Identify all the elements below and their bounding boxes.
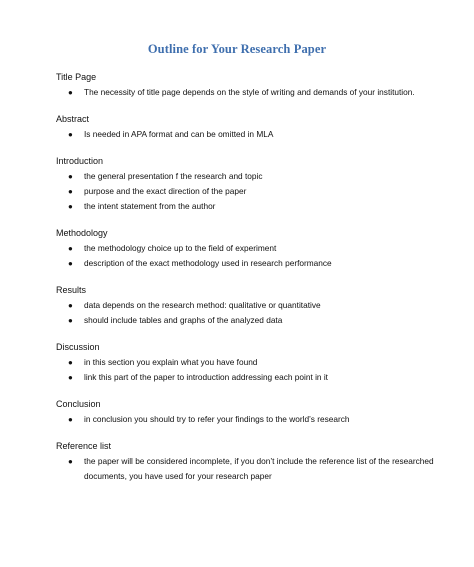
list-item <box>56 199 456 214</box>
bullet-icon: ● <box>68 358 73 367</box>
section-introduction <box>56 154 456 214</box>
section-methodology <box>56 226 456 271</box>
bullet-icon: ● <box>68 130 73 139</box>
bullet-list <box>56 169 456 214</box>
list-item-text: should include tables and graphs of the analyzed data <box>84 315 283 325</box>
section-heading: Reference list <box>56 441 112 451</box>
list-item-text: link this part of the paper to introduction addressing each point in it <box>84 372 328 382</box>
bullet-icon: ● <box>68 88 73 97</box>
list-item-text: description of the exact methodology used in research performance <box>84 258 332 268</box>
list-item-text: the general presentation f the research and topic <box>84 171 263 181</box>
section-heading: Conclusion <box>56 399 101 409</box>
section-reference-list <box>56 439 456 484</box>
list-item <box>56 298 456 313</box>
list-item <box>56 127 456 142</box>
bullet-icon: ● <box>68 202 73 211</box>
section-results <box>56 283 456 328</box>
bullet-icon: ● <box>68 415 73 424</box>
bullet-icon: ● <box>68 244 73 253</box>
list-item-text: data depends on the research method: qualitative or quantitative <box>84 300 321 310</box>
bullet-icon: ● <box>68 457 73 466</box>
list-item <box>56 169 456 184</box>
section-heading: Discussion <box>56 342 100 352</box>
list-item-text: in this section you explain what you have found <box>84 357 258 367</box>
list-item-text: in conclusion you should try to refer your findings to the world’s research <box>84 414 350 424</box>
section-heading: Introduction <box>56 156 104 166</box>
list-item <box>56 454 456 484</box>
bullet-icon: ● <box>68 301 73 310</box>
section-heading: Results <box>56 285 87 295</box>
section-abstract <box>56 112 456 142</box>
list-item-text: the methodology choice up to the field of experiment <box>84 243 277 253</box>
bullet-list <box>56 454 456 484</box>
list-item <box>56 184 456 199</box>
bullet-list <box>56 355 456 385</box>
list-item <box>56 355 456 370</box>
section-title-page <box>56 70 456 100</box>
list-item-text: The necessity of title page depends on the style of writing and demands of your institution. <box>84 87 415 97</box>
bullet-icon: ● <box>68 187 73 196</box>
bullet-list <box>56 298 456 328</box>
bullet-icon: ● <box>68 172 73 181</box>
page-title: Outline for Your Research Paper <box>147 42 327 56</box>
bullet-list <box>56 241 456 271</box>
bullet-icon: ● <box>68 259 73 268</box>
bullet-icon: ● <box>68 316 73 325</box>
bullet-list <box>56 412 456 427</box>
section-conclusion <box>56 397 456 427</box>
section-discussion <box>56 340 456 385</box>
list-item-text: Is needed in APA format and can be omitted in MLA <box>84 129 274 139</box>
list-item-text: the intent statement from the author <box>84 201 216 211</box>
section-heading: Methodology <box>56 228 108 238</box>
bullet-list <box>56 127 456 142</box>
list-item-text: the paper will be considered incomplete, if you don’t include the reference list of the researched documents, you have used for your research paper <box>84 456 434 481</box>
bullet-list <box>56 85 456 100</box>
list-item <box>56 370 456 385</box>
list-item <box>56 412 456 427</box>
list-item <box>56 256 456 271</box>
list-item <box>56 313 456 328</box>
bullet-icon: ● <box>68 373 73 382</box>
section-heading: Abstract <box>56 114 90 124</box>
list-item <box>56 241 456 256</box>
outline-sections <box>56 70 456 496</box>
list-item <box>56 85 456 100</box>
list-item-text: purpose and the exact direction of the paper <box>84 186 247 196</box>
section-heading: Title Page <box>56 72 97 82</box>
